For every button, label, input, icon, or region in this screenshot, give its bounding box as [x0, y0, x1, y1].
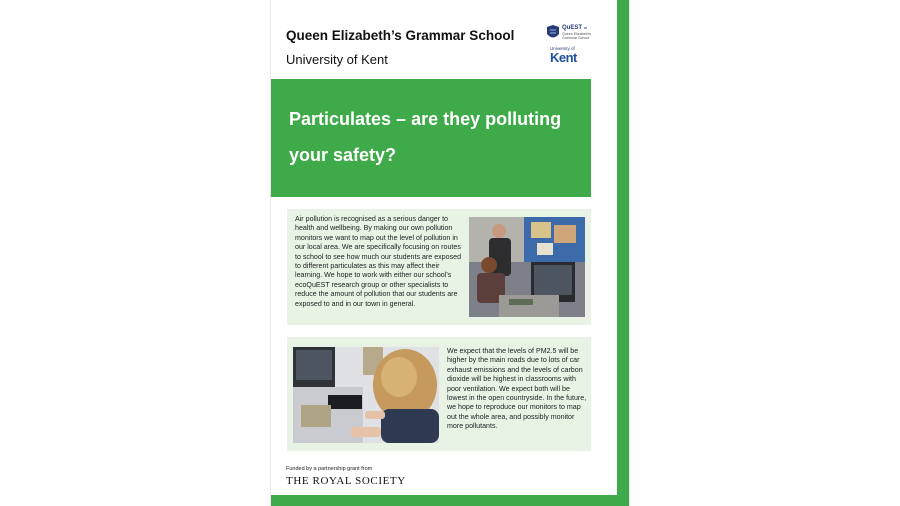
- kent-logo-name: Kent: [550, 50, 577, 65]
- poster-title-line-1: Particulates – are they polluting: [289, 109, 562, 129]
- university-of-kent-logo: [550, 46, 590, 68]
- intro-paragraph: Air pollution is recognised as a serious danger to health and wellbeing. By making our own pollution monitors we want to map out the level of pollution in our local area. We are specifically focusing on routes to school to see how much our students are exposed to different particulates as this may affect their learning. We hope to work with either our school’s ecoQuEST research group or other specialists to reduce the amount of pollution that our students are exposed to and in our town in general.: [295, 215, 462, 308]
- quest-logo: [545, 24, 592, 44]
- student-at-computer-photo: [293, 347, 439, 443]
- school-name: Queen Elizabeth’s Grammar School: [286, 28, 515, 43]
- quest-logo-subtitle: Queen Elizabeth's Grammar School: [562, 32, 592, 40]
- hypothesis-paragraph: We expect that the levels of PM2.5 will be higher by the main roads due to lots of car exhaust emissions and the levels of carbon dioxide will be highest in classrooms with poor ventilation. We expect both will be lowest in the open countryside. In the future, we hope to reproduce our monitors to map out the whole area, and possibly monitor more pollutants.: [447, 347, 587, 431]
- classroom-photo-image: [469, 217, 585, 317]
- students-with-teacher-photo: [469, 217, 585, 317]
- green-border-right: [617, 0, 629, 506]
- university-name: University of Kent: [286, 52, 388, 67]
- kent-logo-top: University of: [550, 46, 575, 51]
- green-border-bottom: [271, 495, 629, 506]
- poster-title-line-2: your safety?: [289, 145, 397, 165]
- quest-logo-title: QuEST at: [562, 25, 588, 31]
- royal-society-logo: THE ROYAL SOCIETY: [286, 475, 406, 487]
- computer-photo-image: [293, 347, 439, 443]
- title-banner: [271, 79, 591, 197]
- funding-note: Funded by a partnership grant from: [286, 466, 373, 472]
- quest-crest-icon: [545, 24, 561, 42]
